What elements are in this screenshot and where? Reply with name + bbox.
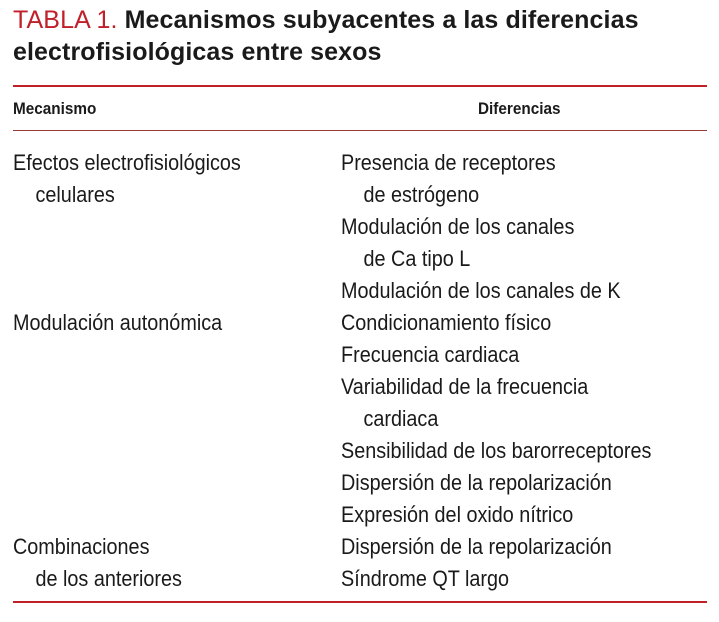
- mechanism-2-line-1: Modulación autonómica: [13, 310, 223, 335]
- differences-cell-3: [341, 531, 612, 595]
- difference-2-3-line-2: cardiaca: [363, 406, 439, 431]
- difference-3-2: Síndrome QT largo: [341, 566, 510, 591]
- table-label: TABLA 1.: [13, 6, 118, 34]
- mechanism-cell-1: [13, 147, 241, 211]
- mechanism-cell-3: [13, 531, 182, 595]
- difference-1-2-line-1: Modulación de los canales: [341, 214, 575, 239]
- difference-2-5: Dispersión de la repolarización: [341, 470, 612, 495]
- difference-1-2-line-2: de Ca tipo L: [363, 246, 471, 271]
- difference-1-1-line-1: Presencia de receptores: [341, 150, 556, 175]
- difference-2-2: Frecuencia cardiaca: [341, 342, 520, 367]
- difference-2-3-line-1: Variabilidad de la frecuencia: [341, 374, 589, 399]
- top-rule: [13, 85, 707, 87]
- mechanism-1-line-1: Efectos electrofisiológicos: [13, 150, 241, 175]
- difference-3-1: Dispersión de la repolarización: [341, 534, 612, 559]
- bottom-rule: [13, 601, 707, 603]
- column-header-differences: Diferencias: [478, 99, 561, 118]
- mechanism-1-line-2: celulares: [35, 182, 115, 207]
- difference-1-1-line-2: de estrógeno: [363, 182, 480, 207]
- difference-1-3: Modulación de los canales de K: [341, 278, 621, 303]
- table-title: [13, 4, 713, 68]
- table-title-line-1: Mecanismos subyacentes a las diferencias: [124, 6, 639, 34]
- column-header-mechanism: Mecanismo: [13, 99, 97, 118]
- difference-2-1: Condicionamiento físico: [341, 310, 552, 335]
- differences-cell-2: [341, 307, 651, 531]
- mechanism-3-line-2: de los anteriores: [35, 566, 182, 591]
- differences-cell-1: [341, 147, 621, 307]
- mechanism-3-line-1: Combinaciones: [13, 534, 150, 559]
- header-rule: [13, 130, 707, 131]
- table-title-line-2: electrofisiológicas entre sexos: [13, 38, 382, 66]
- mechanism-cell-2: [13, 307, 222, 339]
- difference-2-4: Sensibilidad de los barorreceptores: [341, 438, 652, 463]
- difference-2-6: Expresión del oxido nítrico: [341, 502, 574, 527]
